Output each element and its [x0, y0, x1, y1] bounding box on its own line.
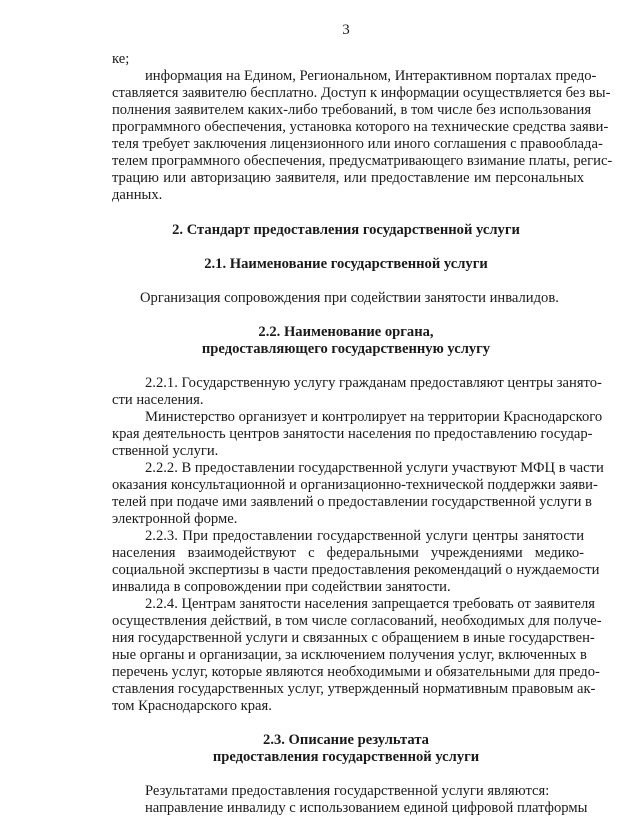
text-line: ные органы и организации, за исключением получения услуг, включенных в [112, 647, 587, 663]
text-line: инвалида в сопровождении при содействии занятости. [112, 579, 451, 595]
text-line: трацию или авторизацию заявителя, или предоставление им персональных [112, 170, 584, 186]
text-line: социальной экспертизы в части предоставления рекомендаций о нуждаемости [112, 562, 600, 578]
text-line: сти населения. [112, 392, 204, 408]
text-line: перечень услуг, которые являются необходимыми и обязательными для предо- [112, 664, 600, 680]
text-line: телем программного обеспечения, предусматривающего взимание платы, регис- [112, 153, 613, 169]
text-line: оказания консультационной и организационно-технической поддержки заяви- [112, 477, 598, 493]
text-line: населения взаимодействуют с федеральными учреждениями медико- [112, 545, 584, 561]
section-heading: 2. Стандарт предоставления государственной услуги [172, 222, 520, 238]
text-line: 2.2.4. Центрам занятости населения запрещается требовать от заявителя [145, 596, 595, 612]
text-line: края деятельность центров занятости населения по предоставлению государ- [112, 426, 593, 442]
text-line: 2.2.1. Государственную услугу гражданам предоставляют центры занято- [145, 375, 602, 391]
text-line: полнения заявителем каких-либо требований, в том числе без использования [112, 102, 592, 118]
text-line: программного обеспечения, установка которого на технические средства заяви- [112, 119, 609, 135]
text-line: ния государственной услуги и связанных с обращением в иные государствен- [112, 630, 595, 646]
page-number: 3 [342, 22, 350, 38]
text-line: данных. [112, 187, 163, 203]
text-line: Результатами предоставления государственной услуги являются: [145, 783, 550, 799]
text-line: ставления государственных услуг, утвержденный нормативным правовым ак- [112, 681, 596, 697]
text-line: 2.2.3. При предоставлении государственной услуги центры занятости [145, 528, 584, 544]
text-line: электронной форме. [112, 511, 238, 527]
text-line: 2.2.2. В предоставлении государственной услуги участвуют МФЦ в части [145, 460, 604, 476]
subsection-heading: предоставления государственной услуги [212, 749, 480, 765]
text-line: Организация сопровождения при содействии занятости инвалидов. [140, 290, 559, 306]
text-line: том Краснодарского края. [112, 698, 272, 714]
text-line: Министерство организует и контролирует на территории Краснодарского [145, 409, 603, 425]
text-line: телей при подаче ими заявлений о предоставлении государственной услуги в [112, 494, 592, 510]
text-line: теля требует заключения лицензионного или иного соглашения с правооблада- [112, 136, 603, 152]
text-line: направление инвалиду с использованием единой цифровой платформы [145, 800, 588, 816]
subsection-heading: предоставляющего государственную услугу [201, 341, 491, 357]
subsection-heading: 2.2. Наименование органа, [258, 324, 434, 340]
text-line: осуществления действий, в том числе согласований, необходимых для получе- [112, 613, 602, 629]
text-line: ственной услуги. [112, 443, 219, 459]
text-line: информация на Едином, Региональном, Интерактивном порталах предо- [145, 68, 597, 84]
text-line: ке; [112, 51, 130, 67]
subsection-heading: 2.1. Наименование государственной услуги [204, 256, 488, 272]
subsection-heading: 2.3. Описание результата [263, 732, 429, 748]
text-line: ставляется заявителю бесплатно. Доступ к информации осуществляется без вы- [112, 85, 611, 101]
